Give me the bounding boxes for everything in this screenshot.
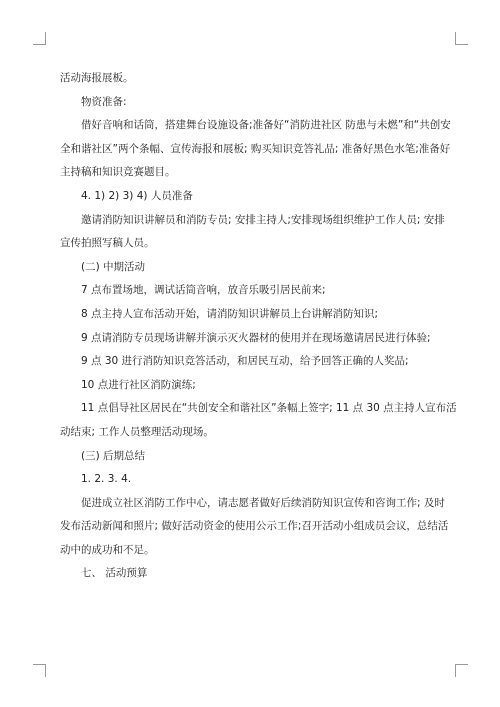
text-line: 活动海报展板。 — [60, 72, 134, 84]
text-line: 促进成立社区消防工作中心，请志愿者做好后续消防知识宣传和咨询工作; 及时 — [81, 496, 445, 509]
text-line: 主持稿和知识竞赛题目。 — [60, 166, 176, 179]
crop-mark-bottom-left — [33, 664, 46, 677]
text-line: 4. 1) 2) 3) 4) 人员准备 — [81, 189, 193, 202]
text-line: 10 点进行社区消防演练; — [81, 378, 196, 391]
text-line: 9 点请消防专员现场讲解并演示灭火器材的使用并在现场邀请居民进行体验; — [81, 331, 431, 344]
crop-mark-bottom-right — [455, 664, 468, 677]
text-line: 1. 2. 3. 4. — [81, 473, 132, 486]
text-line: 9 点 30 进行消防知识竞答活动，和居民互动，给予回答正确的人奖品; — [81, 355, 409, 368]
text-line: 七、 活动预算 — [81, 567, 148, 580]
text-line: 8 点主持人宣布活动开始，请消防知识讲解员上台讲解消防知识; — [81, 307, 379, 320]
text-line: 动结束; 工作人员整理活动现场。 — [60, 425, 214, 438]
text-line: (二) 中期活动 — [81, 260, 146, 273]
text-line: 发布活动新闻和照片; 做好活动资金的使用公示工作;召开活动小组成员会议，总结活 — [60, 520, 449, 533]
crop-mark-top-right — [455, 32, 468, 45]
text-line: 动中的成功和不足。 — [60, 543, 155, 556]
text-line: 11 点倡导社区居民在“共创安全和谐社区”条幅上签字; 11 点 30 点主持人宣布活 — [81, 402, 457, 415]
document-body — [60, 67, 457, 586]
text-line: 宣传拍照写稿人员。 — [60, 237, 155, 250]
text-line: 借好音响和话筒，搭建舞台设施设备;准备好“消防进社区 防患与未燃”和“共创安 — [81, 119, 451, 132]
text-line: (三) 后期总结 — [81, 449, 146, 462]
text-line: 邀请消防知识讲解员和消防专员; 安排主持人;安排现场组织维护工作人员; 安排 — [81, 213, 445, 226]
crop-mark-top-left — [33, 32, 46, 45]
text-line: 全和谐社区”两个条幅、宣传海报和展板; 购买知识竞答礼品; 准备好黑色水笔;准备好 — [60, 142, 451, 155]
text-line: 物资准备: — [81, 95, 127, 108]
text-line: 7 点布置场地，调试话筒音响，放音乐吸引居民前来; — [81, 284, 326, 297]
